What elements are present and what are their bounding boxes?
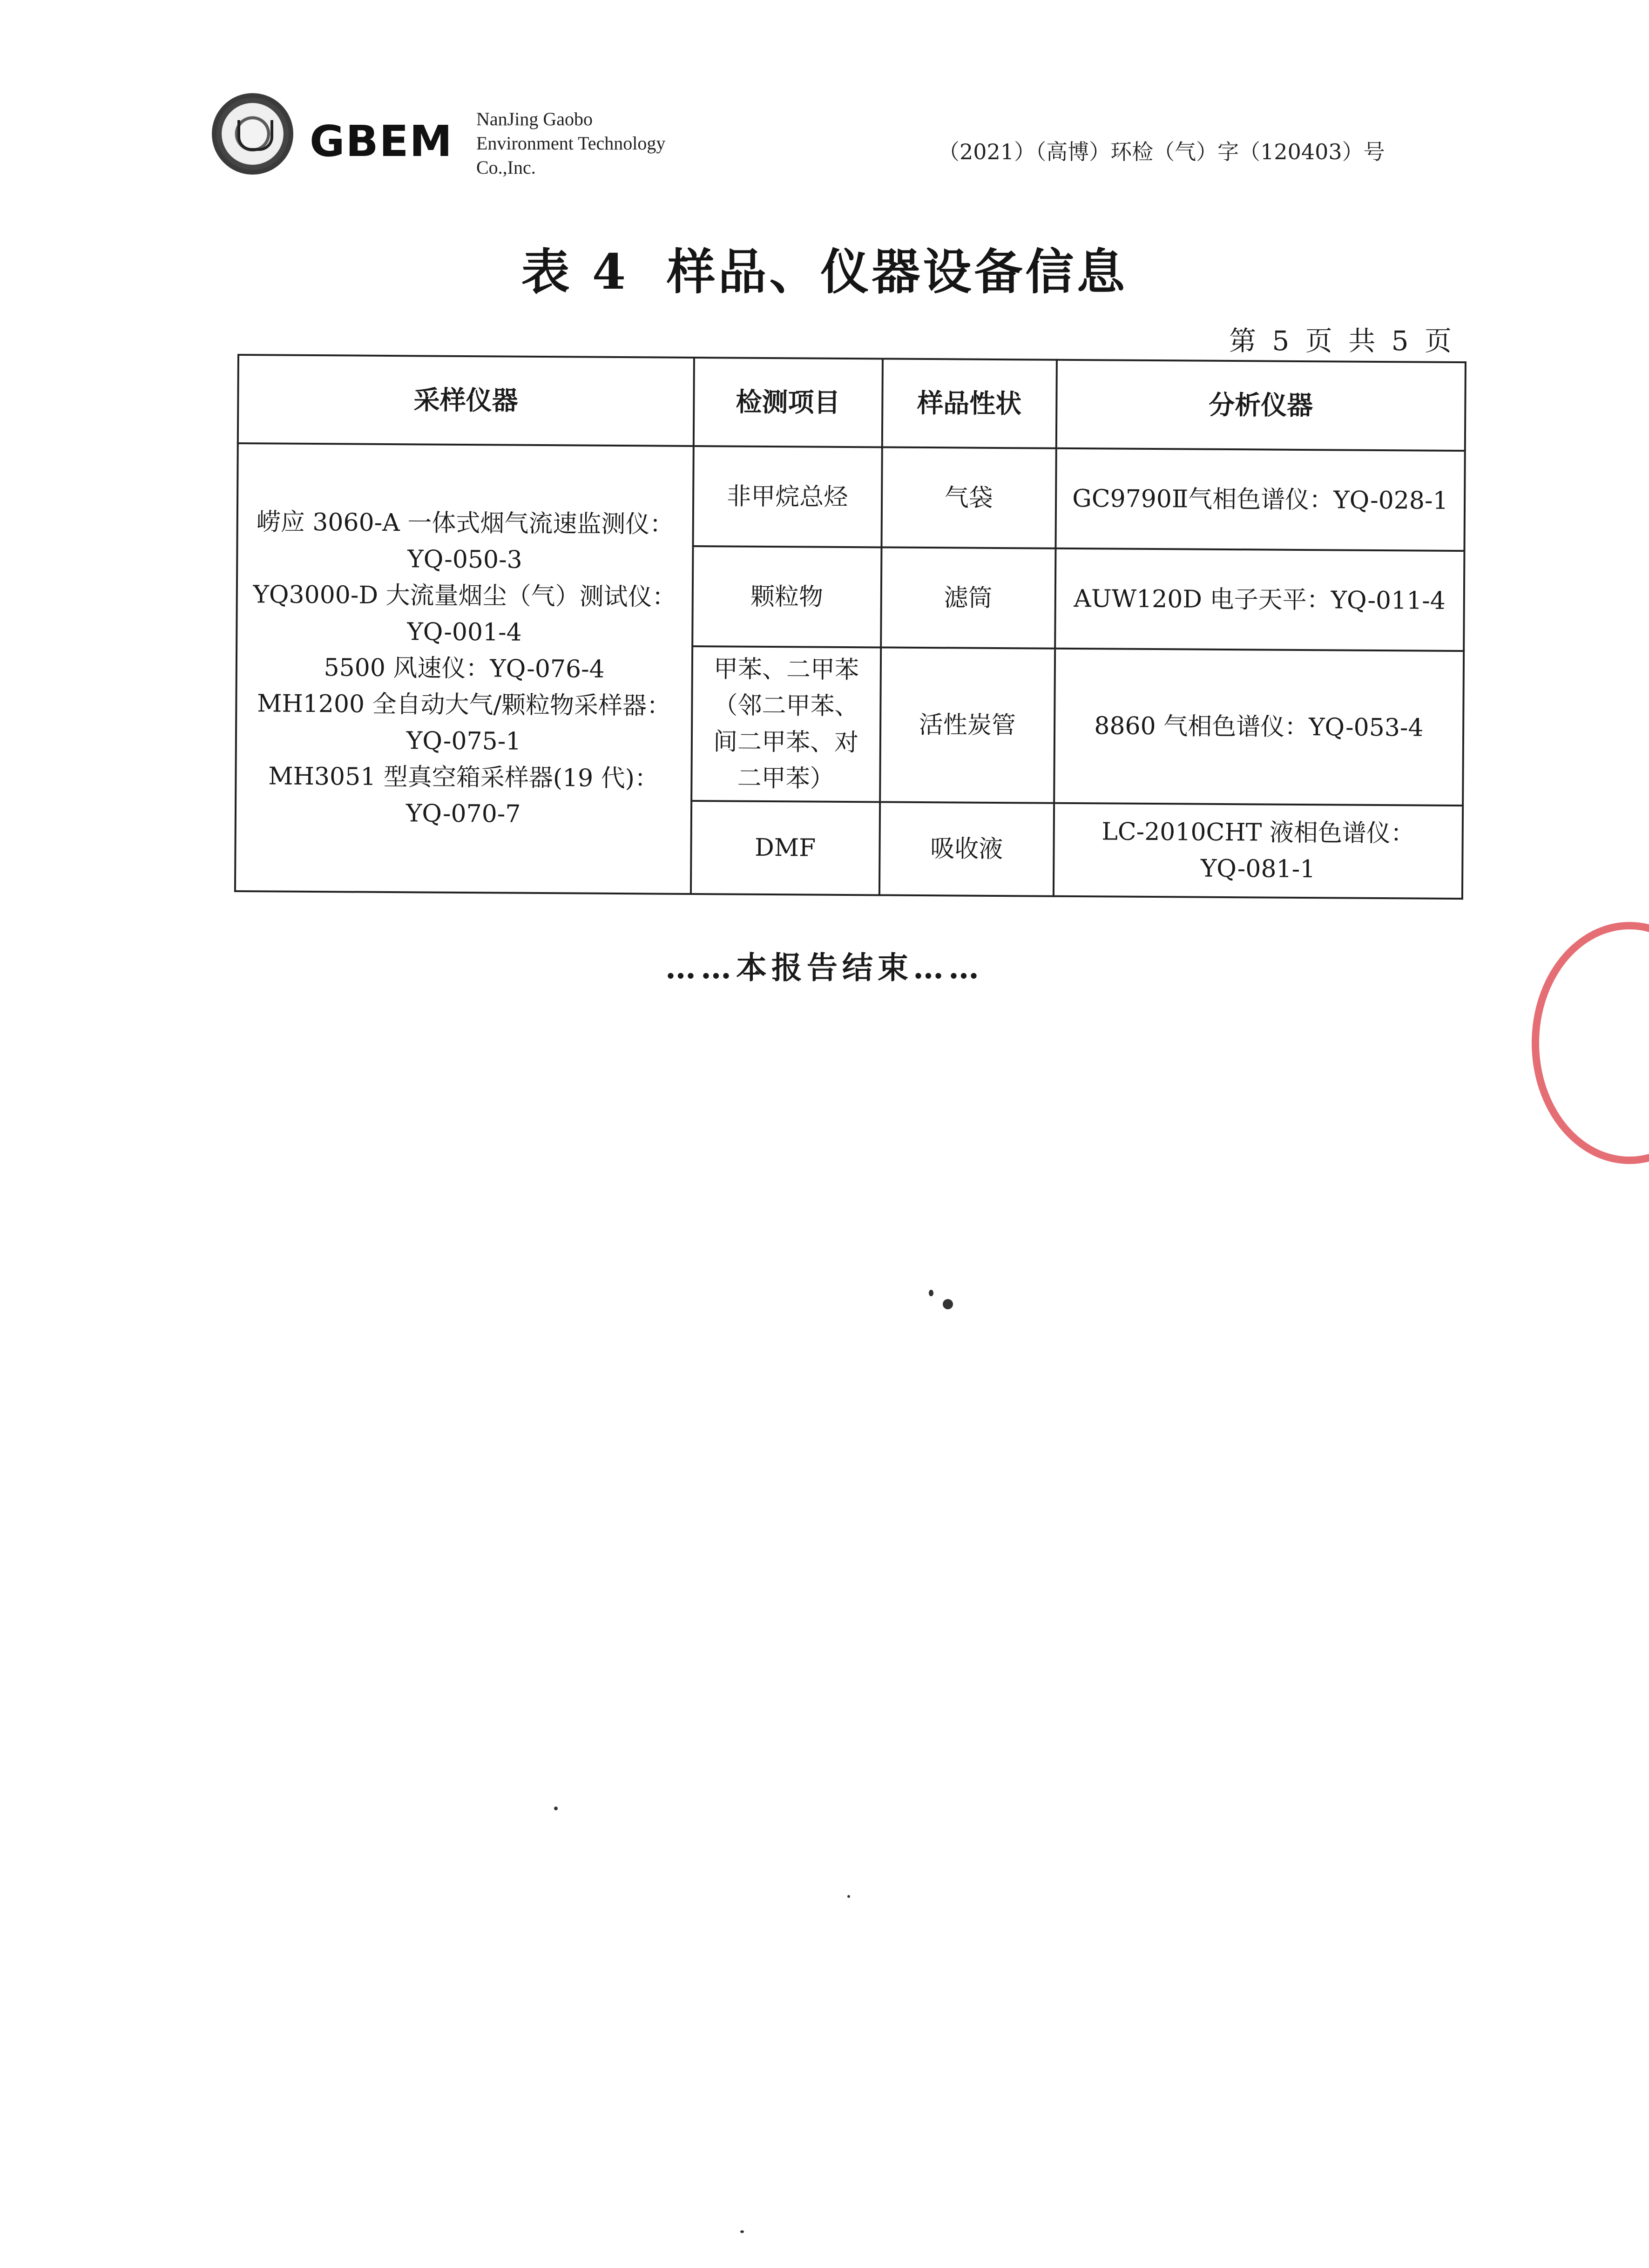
scan-speck — [740, 2230, 744, 2233]
sample-state-cell: 滤筒 — [881, 547, 1055, 648]
sampling-line: YQ3000-D 大流量烟尘（气）测试仪： — [253, 581, 676, 611]
test-item-cell — [691, 646, 881, 802]
sampling-line: YQ-070-7 — [405, 799, 521, 828]
sampling-line: 崂应 3060-A 一体式烟气流速监测仪： — [256, 508, 674, 539]
report-number: （2021）（高博）环检（气）字（120403）号 — [938, 139, 1385, 164]
test-item-line: 二甲苯） — [737, 764, 834, 793]
header-analysis-instrument: 分析仪器 — [1056, 360, 1466, 451]
test-item-cell: 非甲烷总烃 — [693, 446, 882, 547]
page-title — [0, 233, 1649, 303]
company-line: NanJing Gaobo — [476, 108, 593, 129]
sampling-line: YQ-001-4 — [407, 618, 522, 647]
company-line: Co.,Inc. — [476, 157, 536, 178]
sampling-line: MH3051 型真空箱采样器(19 代)： — [268, 762, 659, 793]
analysis-instrument-cell — [1054, 803, 1463, 899]
header-test-item: 检测项目 — [693, 358, 882, 447]
company-name — [476, 107, 665, 180]
brand-name: GBEM — [310, 116, 453, 166]
test-item-cell: 颗粒物 — [692, 546, 882, 647]
analysis-line: YQ-081-1 — [1200, 854, 1316, 884]
header-sample-state: 样品性状 — [882, 359, 1057, 448]
table-title: 样品、仪器设备信息 — [667, 243, 1128, 300]
sample-state-cell: 活性炭管 — [880, 647, 1055, 803]
scan-speck — [554, 1807, 558, 1810]
analysis-instrument-cell: 8860 气相色谱仪：YQ-053-4 — [1054, 649, 1464, 806]
analysis-instrument-cell: AUW120D 电子天平：YQ-011-4 — [1055, 548, 1465, 651]
letterhead — [212, 93, 1422, 186]
page-indicator: 第 5 页 共 5 页 — [1229, 325, 1455, 357]
scan-speck — [943, 1299, 953, 1309]
sample-state-cell: 气袋 — [881, 447, 1056, 548]
test-item-line: （邻二甲苯、 — [713, 691, 859, 721]
sampling-line: 5500 风速仪：YQ-076-4 — [324, 654, 605, 684]
company-seal-logo — [212, 93, 293, 175]
report-end-marker: ……本报告结束…… — [665, 949, 984, 986]
scan-speck — [929, 1290, 933, 1296]
instrument-table — [234, 354, 1467, 900]
table-label: 表 4 — [521, 243, 629, 300]
table-row — [237, 443, 1465, 551]
table-header-row — [238, 355, 1466, 451]
test-item-line: 间二甲苯、对 — [713, 728, 859, 757]
test-item-line: 甲苯、二甲苯 — [713, 655, 859, 684]
sampling-line: MH1200 全自动大气/颗粒物采样器： — [257, 690, 671, 720]
scan-speck — [847, 1895, 850, 1898]
analysis-line: LC-2010CHT 液相色谱仪： — [1102, 818, 1415, 848]
sampling-line: YQ-075-1 — [406, 727, 521, 756]
header-sampling-instrument: 采样仪器 — [238, 355, 694, 446]
test-item-cell: DMF — [690, 801, 879, 895]
sample-state-cell: 吸收液 — [879, 802, 1054, 896]
sampling-line: YQ-050-3 — [407, 545, 522, 574]
company-line: Environment Technology — [476, 133, 666, 154]
sampling-instruments-cell — [235, 443, 693, 894]
analysis-instrument-cell: GC9790Ⅱ气相色谱仪：YQ-028-1 — [1055, 448, 1465, 551]
